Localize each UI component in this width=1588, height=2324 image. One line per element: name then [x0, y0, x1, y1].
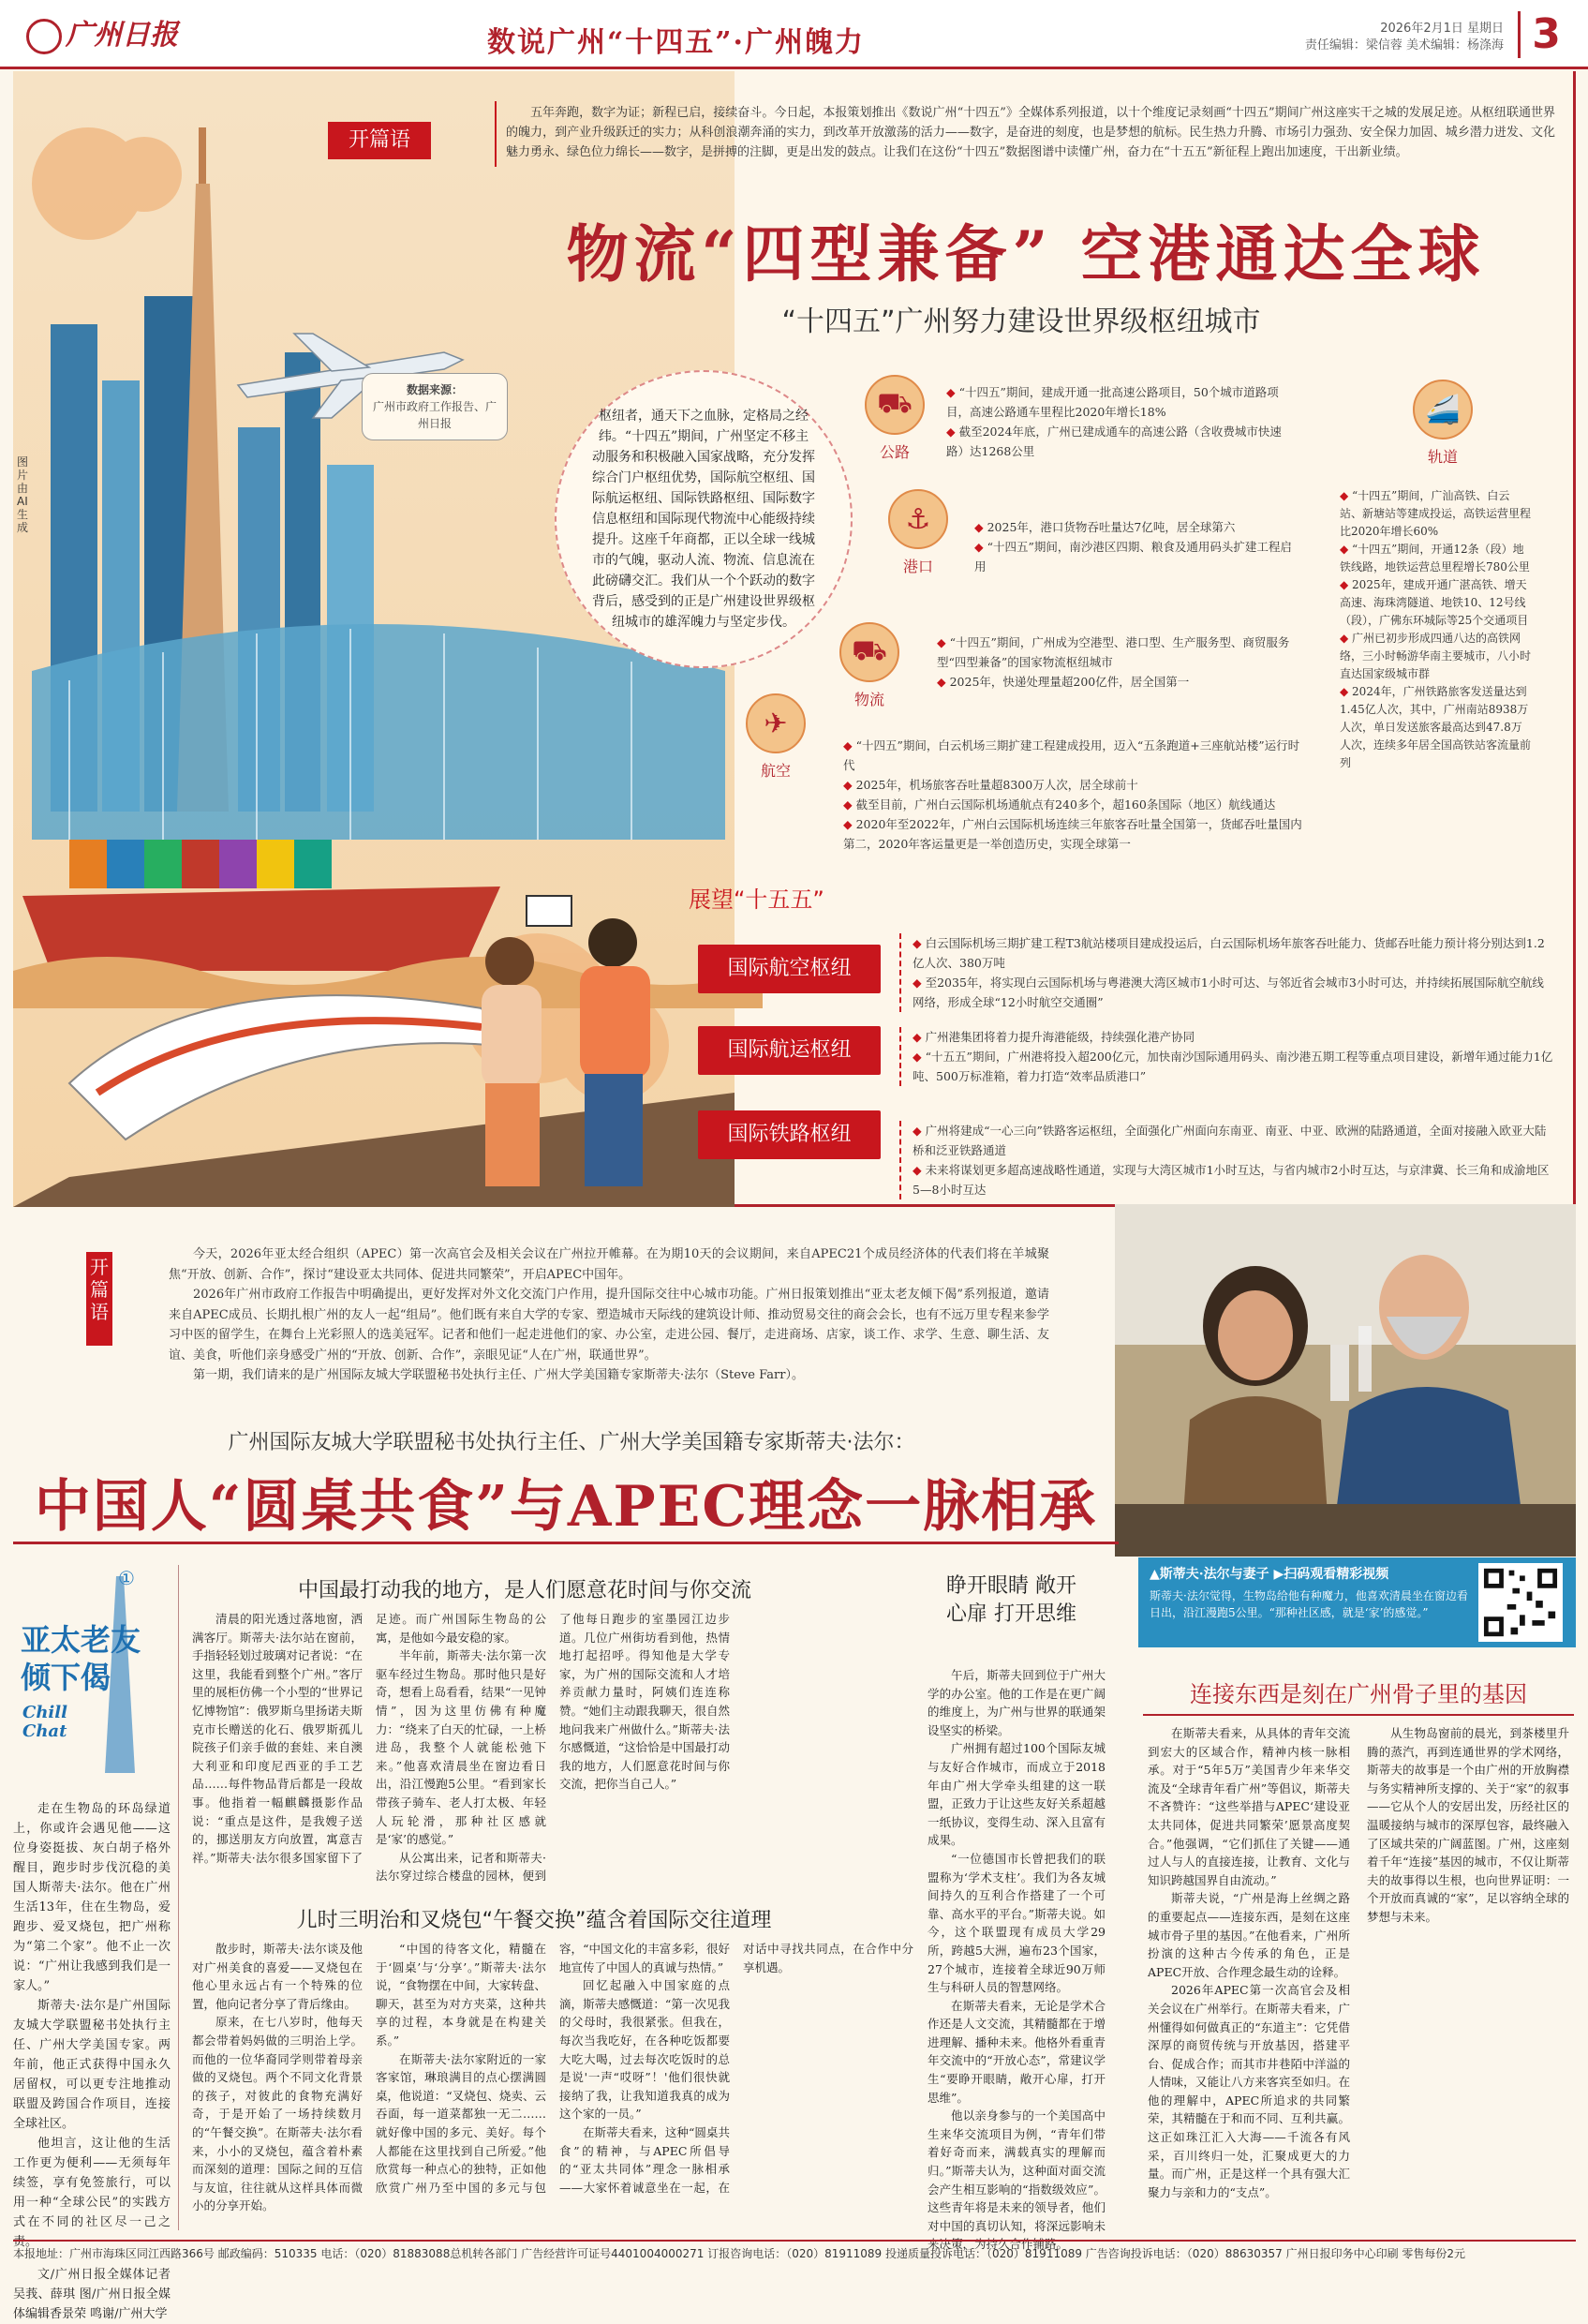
logistics-icon: ⛟ [839, 622, 899, 682]
qr-code-icon[interactable] [1478, 1563, 1563, 1642]
intro-paragraph: 2026年广州市政府工作报告中明确提出，更好发挥对外文化交流门户作用，提升国际交往中心城市功能。广州日报策划推出“亚太老友倾下偈”系列报道，邀请来自APEC成员、长期扎根广州的友人一起“组局”。他们既有来自大学的专家、塑造城市天际线的建筑设计师、推动贸易交往的商会会长，也有不远万里专程来参学习中医的留学生，在舞台上光彩照人的选美冠军。记者和他们一起走进他们的家、办公室，走进公园、餐厅，走进商场、店家，谈工作、求学、生意、聊生活、友谊、美食，听他们亲身感受广州的“开放、创新、合作”，亲眼见证“人在广州，联通世界”。 [169, 1288, 1049, 1363]
port-category [881, 489, 956, 576]
interview-headline: 中国人“圆桌共食”与APEC理念一脉相承 [34, 1474, 1098, 1540]
air-category [738, 693, 813, 781]
rail-category [1405, 380, 1480, 467]
rail-fact: ◆ “十四五”期间，开通12条（段）地铁线路，地铁运营总里程增长780公里 [1340, 541, 1532, 576]
data-source [362, 373, 508, 440]
outlook-rail-hub: 国际铁路枢纽 [698, 1110, 881, 1159]
opening-tag-2: 开篇语 [86, 1252, 112, 1346]
outlook-rail-facts [899, 1121, 1555, 1199]
port-label: 港口 [902, 558, 933, 575]
data-source-title: 数据来源： [406, 383, 463, 396]
series-number: ① [118, 1567, 135, 1589]
interview-kicker: 广州国际友城大学联盟秘书处执行主任、广州大学美国籍专家斯蒂夫·法尔： [228, 1431, 915, 1454]
photo-caption-body: 斯蒂夫·法尔觉得，生物岛给他有种魔力，他喜欢清晨坐在窗边看日出，沿江漫跑5公里。“那种社区感，就是‘家’的感觉。” [1150, 1589, 1468, 1619]
road-icon: ⛟ [865, 375, 925, 435]
body-paragraph: 从生物岛窗前的晨光，到茶楼里升腾的蒸汽，再到连通世界的学术网络，斯蒂夫的故事是一个由广州的开放胸襟与务实精神所支撑的、关于“家”的叙事——它从个人的安居出发，历经社区的温暖接纳与城市的深厚包容，最终融入了区域共荣的广阔蓝图。广州，这座刻着千年“连接”基因的城市，不仅让斯蒂夫的故事得以生根，也向世界证明：一个开放而真诚的“家”，足以容纳全球的梦想与未来。 [1367, 1726, 1569, 1924]
body-paragraph: 在斯蒂夫看来，从具体的青年交流到宏大的区域合作，精神内核一脉相承。对于“5年5万”美国青少年来华交流及“全球青年看广州”等倡议，斯蒂夫不吝赞许：“这些举措与APEC‘建设亚太共同体，促进共同繁荣’愿景高度契合。”他强调，“它们抓住了关键——通过人与人的直接连接，让教育、文化与知识跨越国界自由流动。” [1148, 1726, 1350, 1887]
couple-photo [1115, 1204, 1576, 1557]
series-english: Chill Chat [22, 1703, 67, 1741]
body-paragraph: “中国的待客文化，精髓在于‘圆桌’与‘分享’。”斯蒂夫·法尔说，“食物摆在中间，大家转盘、聊天，甚至为对方夹菜，这种共享的过程，本身就是在构建关系。” [376, 1942, 546, 2048]
section-body-4 [1148, 1724, 1569, 2230]
port-fact: ◆ 2025年，港口货物吞吐量达7亿吨，居全球第六 [974, 517, 1302, 537]
section-body-3 [928, 1666, 1106, 2252]
column-divider [178, 1565, 179, 2230]
hub-intro-circle: 枢纽者，通天下之血脉，定格局之经纬。“十四五”期间，广州坚定不移主动服务和积极融入国家战略，充分发挥综合门户枢纽优势，国际航空枢纽、国际航运枢纽、国际铁路枢纽、国际数字信息枢纽和国际现代物流中心能级持续提升。这座千年商都，正以全球一线城市的气魄，驱动人流、物流、信息流在此磅礴交汇。我们从一个个跃动的数字背后，感受到的正是广州建设世界级枢纽城市的雄浑魄力与坚定步伐。 [555, 370, 853, 668]
body-paragraph: 2026年APEC第一次高官会及相关会议在广州举行。在斯蒂夫看来，广州懂得如何做真正的“东道主”：它凭借深厚的商贸传统与开放基因，搭建平台、促成合作；而其市井巷陌中洋溢的人情味，又能让八方来客宾至如归。在他的理解中，APEC所追求的共同繁荣，其精髓在于和而不同、互利共赢。这正如珠江汇入大海——千流各有风采，百川终归一处，汇聚成更大的力量。而广州，正是这样一个具有强大汇聚力与亲和力的“支点”。 [1148, 1983, 1350, 2199]
lead-paragraph: 他坦言，这让他的生活工作更为便利——无须每年续签，享有免签旅行，可以用一种“全球公民”的实践方式在不同的社区尽一己之责。 [13, 2137, 171, 2249]
issue-date: 2026年2月1日 星期日 [1380, 22, 1504, 36]
body-paragraph: 从公寓出来，记者和斯蒂夫·法尔穿过综合楼盘的园林，便到了他每日跑步的室墨园江边步道。几位广州街坊看到他，热情地打起招呼。得知他是大学专家，为广州的国际交流和人才培养贡献力量时，阿姨们连连称赞。“她们主动跟我聊天，很自然地问我来广州做什么。”斯蒂夫·法尔感慨道，“这恰恰是中国最打动我的地方，人们愿意花时间与你交流，把你当自己人。” [376, 1612, 730, 1884]
logo-mark-icon [26, 19, 62, 54]
outlook-fact: ◆ 未来将谋划更多超高速战略性通道，实现与大湾区城市1小时互达，与省内城市2小时互达，与京津冀、长三角和成渝地区5—8小时互达 [913, 1160, 1555, 1199]
outlook-aviation-facts [899, 933, 1555, 1012]
air-fact: ◆ 截至目前，广州白云国际机场通航点有240多个，超160条国际（地区）航线通达 [843, 795, 1302, 814]
section-heading-2: 儿时三明治和叉烧包“午餐交换”蕴含着国际交往道理 [296, 1909, 772, 1932]
body-paragraph: 清晨的阳光透过落地窗，洒满客厅。斯蒂夫·法尔站在窗前，手指轻轻划过玻璃对记者说：“在这里，我能看到整个广州。”客厅里的展柜仿佛一个小型的“世界记忆博物馆”：俄罗斯乌里扬诺夫斯克市长赠送的化石、俄罗斯孤儿院孩子们亲手做的套娃、来自澳大利亚和印度尼西亚的手工艺品……每件物品背后都是一段故事。他指着一幅麒麟摄影作品说：“重点是这件，是我嫂子送的，挪送朋友方向放置，寓意吉祥。”斯蒂夫·法尔很多国家留下了足迹。而广州国际生物岛的公寓，是他如今最安稳的家。 [192, 1612, 546, 1865]
intro-divider [495, 101, 497, 167]
port-icon: ⚓ [888, 489, 948, 549]
body-paragraph: 广州拥有超过100个国际友城与友好合作城市，而成立于2018年由广州大学牵头组建的这一联盟，正致力于让这些友好关系超越一纸协议，变得生动、深入且富有成果。 [928, 1741, 1106, 1848]
logistics-fact: ◆ 2025年，快递处理量超200亿件，居全国第一 [937, 672, 1312, 692]
body-paragraph: 在斯蒂夫·法尔家附近的一家客家馆，琳琅满目的点心摆满圆桌，他说道：“叉烧包、烧卖、云吞面，每一道菜都独一无二……就好像中国的多元、美好。每个人都能在这里找到自己所爱。”他欣赏每一种点心的独特，正如他欣赏广州乃至中国的多元与包容，“中国文化的丰富多彩，很好地宣传了中国人的真诚与热情。” [376, 1942, 730, 2195]
section-heading-3 [946, 1572, 1077, 1629]
page-footer: 本报地址：广州市海珠区同江西路366号 邮政编码：510335 电话：（020）81883088总机转各部门 广告经营许可证号4401004000271 订报咨询电话：（020）81911089 投递质量投诉电话：（020）81911089 广告咨询投诉电话：（020）88630357 广州日报印务中心印刷 零售每份2元 [13, 2240, 1576, 2266]
feature-subheadline: “十四五”广州努力建设世界级枢纽城市 [781, 305, 1261, 338]
series-title: 亚太老友 倾下偈 [21, 1622, 141, 1695]
section-heading-1: 中国最打动我的地方，是人们愿意花时间与你交流 [297, 1579, 751, 1602]
air-fact: ◆ 2025年，机场旅客吞吐量超8300万人次，居全球前十 [843, 775, 1302, 795]
road-facts [946, 382, 1284, 461]
logistics-category [832, 622, 907, 709]
rail-fact: ◆ 2024年，广州铁路旅客发送量达到1.45亿人次，其中，广州南站8938万人次，单日发送旅客最高达到47.8万人次，连续多年居全国高铁站客流量前列 [1340, 683, 1532, 772]
body-paragraph: 在斯蒂夫看来，无论是学术合作还是人文交流，其精髓都在于增进理解、播种未来。他格外看重青年交流中的“开放心态”，常建议学生“要睁开眼睛，敞开心扉，打开思维”。 [928, 1998, 1106, 2105]
body-paragraph: 回忆起融入中国家庭的点滴，斯蒂夫感慨道：“第一次见我的父母时，我很紧张。但我在，每次当我吃好，在各种吃饭都要大吃大喝，过去每次吃饭时的总是说'一声“哎呀”！'他们很快就接纳了我，让我知道我真的成为这个家的一员。” [559, 1978, 730, 2122]
intro-paragraph: 今天，2026年亚太经合组织（APEC）第一次高官会及相关会议在广州拉开帷幕。在为期10天的会议期间，来自APEC21个成员经济体的代表们将在羊城聚焦“开放、创新、合作”，探讨“建设亚太共同体、促进共同繁荣”，开启APEC中国年。 [169, 1247, 1049, 1282]
outlook-fact: ◆ 广州将建成“一心三向”铁路客运枢纽，全面强化广州面向东南亚、南亚、中亚、欧洲的陆路通道，全面对接融入欧亚大陆桥和泛亚铁路通道 [913, 1121, 1555, 1160]
section-body-2 [192, 1940, 913, 2230]
illustration-credit: 图片由AI生成 [17, 455, 29, 534]
section-heading-4: 连接东西是刻在广州骨子里的基因 [1143, 1676, 1574, 1716]
rail-fact: ◆ 广州已初步形成四通八达的高铁网络，三小时畅游华南主要城市，八小时直达国家级城市群 [1340, 630, 1532, 683]
rail-icon: 🚄 [1413, 380, 1473, 439]
headline-rule [13, 1542, 1119, 1544]
outlook-shipping-hub: 国际航运枢纽 [698, 1026, 881, 1075]
photo-caption-title: ▲斯蒂夫·法尔与妻子 ▶扫码观看精彩视频 [1150, 1567, 1389, 1582]
air-label: 航空 [760, 762, 791, 780]
road-fact: ◆ “十四五”期间，建成开通一批高速公路项目，50个城市道路项目，高速公路通车里程比2020年增长18% [946, 382, 1284, 422]
byline: 文/广州日报全媒体记者吴莪、薛琪 图/广州日报全媒体编辑香景荣 鸣谢/广州大学 [13, 2268, 171, 2321]
rail-label: 轨道 [1427, 448, 1458, 466]
logistics-facts [937, 633, 1312, 692]
air-fact: ◆ 2020年至2022年，广州白云国际机场连续三年旅客吞吐量全国第一，货邮吞吐量国内第二，2020年客运量更是一举创造历史，实现全球第一 [843, 814, 1302, 854]
section-heading-3-text: 睁开眼睛 敞开心扉 打开思维 [946, 1574, 1076, 1626]
lead-paragraph: 斯蒂夫·法尔是广州国际友城大学联盟秘书处执行主任、广州大学美国专家。两年前，他正式获得中国永久居留权，可以更专注地推动联盟及跨国合作项目，连接全球社区。 [13, 1999, 171, 2131]
newspaper-logo: 广州日报 [26, 11, 223, 52]
section-body-1 [192, 1610, 913, 1891]
intro-paragraph: 第一期，我们请来的是广州国际友城大学联盟秘书处执行主任、广州大学美国籍专家斯蒂夫·法尔（Steve Farr）。 [193, 1368, 804, 1382]
outlook-fact: ◆ “十五五”期间，广州港将投入超200亿元，加快南沙国际通用码头、南沙港五期工程等重点项目建设，新增年通过能力1亿吨、500万标准箱，着力打造“效率品质港口” [913, 1047, 1555, 1086]
logistics-fact: ◆ “十四五”期间，广州成为空港型、港口型、生产服务型、商贸服务型“四型兼备”的国家物流枢纽城市 [937, 633, 1312, 672]
opening-tag: 开篇语 [328, 122, 431, 159]
outlook-fact: ◆ 至2035年，将实现白云国际机场与粤港澳大湾区城市1小时可达、与邻近省会城市3小时可达，并持续拓展国际航空航线网络，形成全球“12小时航空交通圈” [913, 973, 1555, 1012]
outlook-fact: ◆ 广州港集团将着力提升海港能级，持续强化港产协同 [913, 1027, 1555, 1047]
air-facts [843, 736, 1302, 854]
port-facts [974, 517, 1302, 576]
body-paragraph: 午后，斯蒂夫回到位于广州大学的办公室。他的工作是在更广阔的维度上，为广州与世界的联通架设坚实的桥梁。 [928, 1668, 1106, 1737]
logistics-label: 物流 [853, 691, 884, 708]
body-paragraph: 斯蒂夫说，“广州是海上丝绸之路的重要起点——连接东西，是刻在这座城市骨子里的基因。”在他看来，广州所扮演的这种古今传承的角色，正是APEC开放、合作理念最生动的诠释。 [1148, 1891, 1350, 1979]
data-source-body: 广州市政府工作报告、广州日报 [372, 400, 497, 430]
road-category [857, 375, 932, 462]
road-fact: ◆ 截至2024年底，广州已建成通车的高速公路（含收费城市快速路）达1268公里 [946, 422, 1284, 461]
body-paragraph: 半年前，斯蒂夫·法尔第一次驱车经过生物岛。那时他只是好奇，想看上岛看看，结果“一见钟情”，因为这里仿佛有种魔力：“绕来了白天的忙碌，一上桥进岛，我整个人就能松弛下来。”他喜欢清晨坐在窗边看日出，沿江慢跑5公里。“看到家长带孩子骑车、老人打太极、年轻人玩轮滑，那种社区感就是‘家’的感觉。” [376, 1648, 546, 1847]
outlook-shipping-facts [899, 1027, 1555, 1086]
masthead [0, 0, 1588, 69]
outlook-aviation-hub: 国际航空枢纽 [698, 945, 881, 993]
series-badge [13, 1567, 154, 1801]
body-paragraph: 在斯蒂夫看来，这种“圆桌共食”的精神，与APEC所倡导的“亚太共同体”理念一脉相承——大家怀着诚意坐在一起，在对话中寻找共同点，在合作中分享机遇。 [559, 1942, 913, 2195]
body-paragraph: 原来，在七八岁时，他每天都会带着妈妈做的三明治上学。而他的一位华裔同学则带着母亲做的叉烧包。两个不同文化背景的孩子，对彼此的食物充满好奇，于是开始了一场持续数月的“午餐交换”。在斯蒂夫·法尔看来，小小的叉烧包，蕴含着朴素而深刻的道理：国际之间的互信与友谊，往往就从这样具体而微小的分享开始。 [192, 2015, 363, 2213]
air-icon: ✈ [746, 693, 806, 753]
outlook-title: 展望“十五五” [689, 886, 824, 913]
body-paragraph: 散步时，斯蒂夫·法尔谈及他对广州美食的喜爱——叉烧包在他心里永远占有一个特殊的位置，他向记者分享了背后缘由。 [192, 1942, 363, 2011]
body-paragraph: “一位德国市长曾把我们的联盟称为‘学术支柱’。我们为各友城间持久的互利合作搭建了一个可靠、高水平的平台。”斯蒂夫说。如今，这个联盟现有成员大学29所，跨越5大洲，遍布23个国家，27个城市，连接着全球近90万师生与科研人员的智慧网络。 [928, 1851, 1106, 1995]
editors: 责任编辑：梁信蓉 美术编辑：杨涤海 [1304, 38, 1504, 52]
body-paragraph: 他以亲身参与的一个美国高中生来华交流项目为例，“青年们带着好奇而来，满载真实的理解而归。”斯蒂夫认为，这种面对面交流会产生相互影响的“指数级效应”。这些青年将是未来的领导者，他们对中国的真切认知，将深远影响未来决策，为持久合作铺路。 [928, 2108, 1106, 2252]
rail-fact: ◆ “十四五”期间，广汕高铁、白云站、新塘站等建成投运，高铁运营里程比2020年增长60% [1340, 487, 1532, 541]
rail-facts [1340, 487, 1532, 772]
road-label: 公路 [879, 443, 910, 461]
port-fact: ◆ “十四五”期间，南沙港区四期、粮食及通用码头扩建工程启用 [974, 537, 1302, 576]
page-number: 3 [1518, 11, 1572, 58]
rail-fact: ◆ 2025年，建成开通广湛高铁、增天高速、海珠湾隧道、地铁10、12号线（段），广佛东环城际等25个交通项目 [1340, 576, 1532, 630]
column-name: 数说广州“十四五”·广州魄力 [487, 26, 865, 59]
opening-intro-2 [169, 1244, 1049, 1386]
feature-headline: 物流“四型兼备” 空港通达全球 [566, 217, 1486, 290]
opening-intro: 五年奔跑，数字为证；新程已启，接续奋斗。今日起，本报策划推出《数说广州“十四五”》全媒体系列报道，以十个维度记录刻画“十四五”期间广州这座实干之城的发展足迹。从枢纽联通世界的魄力，到产业升级跃迁的实力；从科创浪潮奔涌的实力，到改革开放激荡的活力——数字，是奋进的刻度，也是梦想的航标。民生热力升腾、市场引力强劲、安全保力加固、城乡潜力迸发、文化魅力勇永、绿色位力绵长——数字，是拼搏的注脚，更是出发的鼓点。让我们在这份“十四五”数据图谱中读懂广州，奋力在“十五五”新征程上跑出加速度，干出新业绩。 [506, 106, 1555, 159]
lead-paragraph: 走在生物岛的环岛绿道上，你或许会遇见他——这位身姿挺拔、灰白胡子格外醒目，跑步时步伐沉稳的美国人斯蒂夫·法尔。他在广州生活13年，住在生物岛，爱跑步、爱叉烧包，把广州称为“第二个家”。他不止一次说：“广州让我感到我们是一家人。” [13, 1802, 171, 1993]
outlook-fact: ◆ 白云国际机场三期扩建工程T3航站楼项目建成投运后，白云国际机场年旅客吞吐能力、货邮吞吐能力预计将分别达到1.2亿人次、380万吨 [913, 933, 1555, 973]
date-box [1304, 21, 1504, 54]
air-fact: ◆ “十四五”期间，白云机场三期扩建工程建成投用，迈入“五条跑道+三座航站楼”运行时代 [843, 736, 1302, 775]
